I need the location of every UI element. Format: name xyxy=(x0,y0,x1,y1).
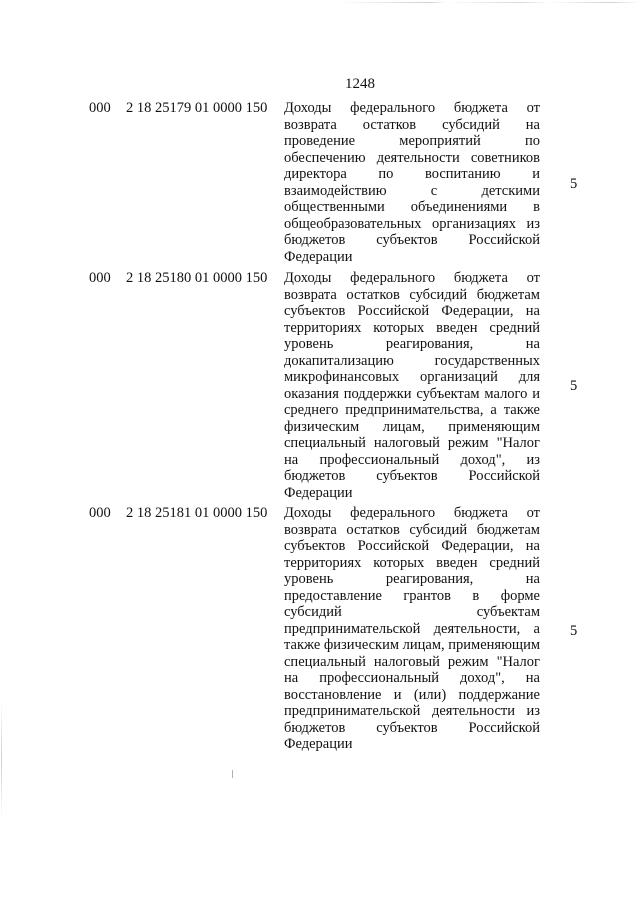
budget-classification-code: 2 18 25180 01 0000 150 xyxy=(126,270,268,286)
admin-code: 000 xyxy=(89,270,111,286)
norm-value: 5 xyxy=(570,176,578,192)
income-description: Доходы федерального бюджета от возврата остатков субсидий на проведение мероприятий по обеспечению деятельности советников директора по воспитанию и взаимодействию с детскими общественными объединениями в общеобразовательных организациях из бюджетов субъектов Российской Федерации xyxy=(284,100,540,265)
income-description: Доходы федерального бюджета от возврата остатков субсидий бюджетам субъектов Российской Федерации, на территориях которых введен средний уровень реагирования, на докапитализацию государственных микрофинансовых организаций для оказания поддержки субъектам малого и среднего предпринимательства, а также физическим лицам, применяющим специальный налоговый режим "Налог на профессиональный доход", из бюджетов субъектов Российской Федерации xyxy=(284,270,540,501)
budget-classification-code: 2 18 25181 01 0000 150 xyxy=(126,505,268,521)
admin-code: 000 xyxy=(89,505,111,521)
table-row xyxy=(0,100,640,270)
admin-code: 000 xyxy=(89,100,111,116)
table-row xyxy=(0,270,640,505)
table-row xyxy=(0,505,640,765)
scan-artifact-dot xyxy=(232,770,233,778)
page-number: 1248 xyxy=(345,76,375,92)
scan-artifact-top xyxy=(340,2,640,3)
income-description: Доходы федерального бюджета от возврата остатков субсидий бюджетам субъектов Российской Федерации, на территориях которых введен средний уровень реагирования, на предоставление грантов в форме субсидий субъектам предпринимательской деятельности, а также физическим лицам, применяющим специальный налоговый режим "Налог на профессиональный доход", на восстановление и (или) поддержание предпринимательской деятельности из бюджетов субъектов Российской Федерации xyxy=(284,505,541,752)
budget-classification-code: 2 18 25179 01 0000 150 xyxy=(126,100,268,116)
norm-value: 5 xyxy=(570,378,578,394)
norm-value: 5 xyxy=(570,623,578,639)
